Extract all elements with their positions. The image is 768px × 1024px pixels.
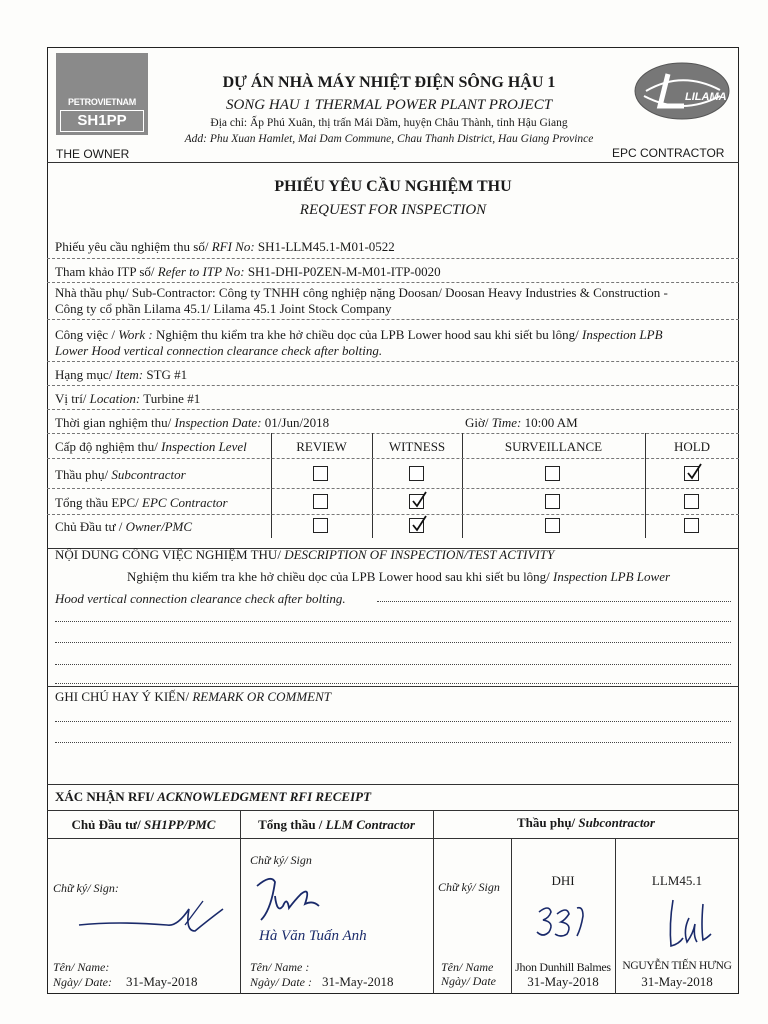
llm451-signature [659,894,719,955]
epc-label: EPC CONTRACTOR [612,146,725,160]
subcontractor-line-1: Nhà thầu phụ/ Sub-Contractor: Công ty TNHH công nghiệp nặng Doosan/ Doosan Heavy Industries & Construction - [55,285,668,300]
inspection-date-value: 01/Jun/2018 [261,415,330,430]
dhi-date-value: 31-May-2018 [527,974,599,989]
col-surveillance: SURVEILLANCE [504,439,603,454]
location-value: Turbine #1 [140,391,201,406]
llm-name-label: Tên/ Name : [250,960,310,974]
col-witness: WITNESS [388,439,446,454]
lilama-logo-text: LILAMA [685,91,727,103]
inspection-date-row: Thời gian nghiệm thu/ Inspection Date: 01/Jun/2018 [55,415,330,430]
logo-code-text: SH1PP [60,110,144,132]
acknowledgment-heading: XÁC NHẬN RFI/ ACKNOWLEDGMENT RFI RECEIPT [55,789,372,804]
form-title-en: REQUEST FOR INSPECTION [299,202,487,218]
owner-signature [77,895,227,945]
inspection-level-label: Cấp độ nghiệm thu/ Inspection Level [55,439,247,454]
owner-date-value: 31-May-2018 [126,974,198,989]
llm-date-value: 31-May-2018 [322,974,394,989]
llm451-label: LLM45.1 [651,873,703,888]
work-row-line-1: Công việc / Work : Nghiệm thu kiểm tra khe hở chiều dọc của LPB Lower hood sau khi siết bu lông/ Inspection LPB [55,327,663,342]
rfi-number-value: SH1-LLM45.1-M01-0522 [254,239,395,254]
form-title-vn: PHIẾU YÊU CẦU NGHIỆM THU [274,178,512,195]
row-epc-label: Tổng thầu EPC/ EPC Contractor [55,495,228,510]
llm451-date-value: 31-May-2018 [641,974,713,989]
llm-column-header: Tổng thầu / LLM Contractor [258,817,415,832]
llm-signature [249,870,429,953]
dhi-name-value: Jhon Dunhill Balmes [515,960,611,974]
row-owner-label: Chủ Đầu tư / Owner/PMC [55,519,193,534]
itp-reference-value: SH1-DHI-P0ZEN-M-M01-ITP-0020 [244,264,441,279]
work-row-line-2: Lower Hood vertical connection clearance check after bolting. [55,343,383,358]
description-text-line-1: Nghiệm thu kiểm tra khe hở chiều dọc của LPB Lower hood sau khi siết bu lông/ Inspection LPB Lower [127,569,671,584]
llm-date-row: Ngày/ Date : 31-May-2018 [250,974,394,989]
address-en: Add: Phu Xuan Hamlet, Mai Dam Commune, Chau Thanh District, Hau Giang Province [184,133,594,145]
row-subcontractor-label: Thầu phụ/ Subcontractor [55,467,186,482]
owner-sign-label: Chữ ký/ Sign: [53,881,119,895]
col-review: REVIEW [296,439,347,454]
owner-date-row: Ngày/ Date: 31-May-2018 [53,974,198,989]
description-heading: NỘI DUNG CÔNG VIỆC NGHIỆM THU/ DESCRIPTION OF INSPECTION/TEST ACTIVITY [55,547,555,562]
sub-name-label: Tên/ Name [441,960,494,974]
item-value: STG #1 [143,367,188,382]
location-row: Vị trí/ Location: Turbine #1 [55,391,201,406]
inspection-time-row: Giờ/ Time: 10:00 AM [465,415,578,430]
logo-brand-text: PETROVIETNAM [68,97,136,107]
project-title-vn: DỰ ÁN NHÀ MÁY NHIỆT ĐIỆN SÔNG HẬU 1 [222,74,556,91]
signature-table [47,810,739,994]
llm-sign-label: Chữ ký/ Sign [250,853,312,867]
remark-heading: GHI CHÚ HAY Ý KIẾN/ REMARK OR COMMENT [55,689,331,704]
owner-name-label: Tên/ Name: [53,960,110,974]
subcontractor-line-2: Công ty cổ phần Lilama 45.1/ Lilama 45.1 Joint Stock Company [55,301,392,316]
col-hold: HOLD [673,439,711,454]
owner-column-header: Chủ Đầu tư/ SH1PP/PMC [71,817,216,832]
dhi-signature [533,902,603,947]
llm-handwritten-name: Hà Văn Tuấn Anh [259,928,367,944]
itp-reference-row: Tham khảo ITP số/ Refer to ITP No: SH1-DHI-P0ZEN-M-M01-ITP-0020 [55,264,441,279]
sub-sign-label: Chữ ký/ Sign [438,880,500,894]
sub-date-label: Ngày/ Date [441,974,496,988]
project-title-en: SONG HAU 1 THERMAL POWER PLANT PROJECT [225,97,553,113]
llm451-name-value: NGUYỄN TIẾN HƯNG [622,960,732,972]
rfi-number-row: Phiếu yêu cầu nghiệm thu số/ RFI No: SH1-LLM45.1-M01-0522 [55,239,395,254]
owner-label: THE OWNER [56,147,130,161]
item-row: Hạng mục/ Item: STG #1 [55,367,188,382]
address-vn: Địa chỉ: Ấp Phú Xuân, thị trấn Mái Dầm, huyện Châu Thành, tỉnh Hậu Giang [210,117,568,129]
dhi-label: DHI [551,873,575,888]
inspection-time-value: 10:00 AM [521,415,578,430]
subcontractor-column-header: Thầu phụ/ Subcontractor [516,815,655,830]
description-text-line-2: Hood vertical connection clearance check after bolting. [55,591,346,606]
